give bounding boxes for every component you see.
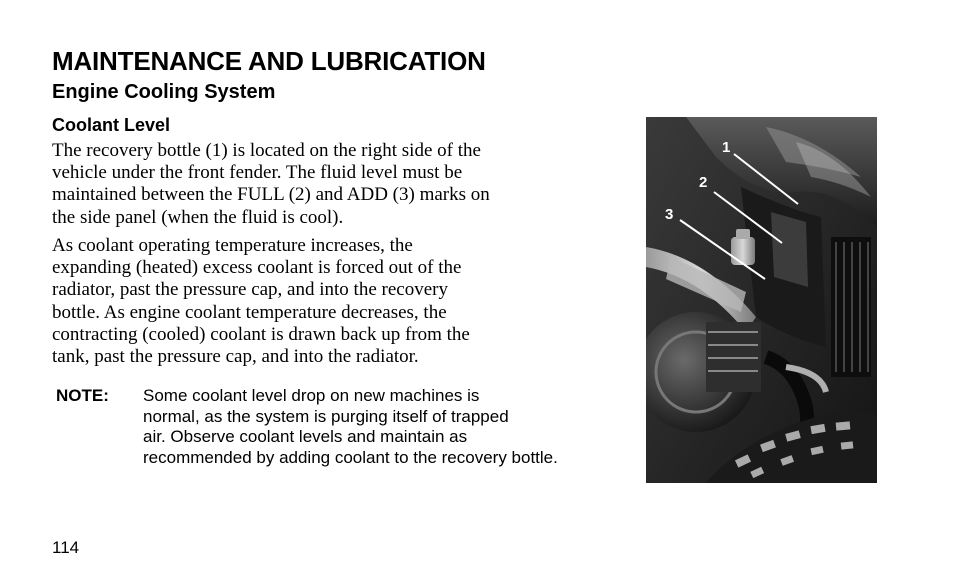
text-line: vehicle under the front fender. The fluid level must be [52,162,463,184]
text-line: the side panel (when the fluid is cool). [52,206,344,228]
note-line: recommended by adding coolant to the recovery bottle. [143,447,558,467]
text-line: The recovery bottle (1) is located on the right side of the [52,140,481,161]
note-line: Some coolant level drop on new machines is [143,386,480,405]
note-label: NOTE: [56,386,109,405]
text-line: contracting (cooled) coolant is drawn back up from the [52,323,470,345]
coolant-recovery-photo [646,117,877,483]
photo-illustration [646,117,877,483]
text-line: tank, past the pressure cap, and into the radiator. [52,346,419,368]
paragraph-coolant-expansion [52,235,592,368]
paragraph-recovery-bottle [52,140,592,229]
pressure-cap-top [736,229,750,239]
page-number: 114 [52,538,80,557]
note-line: air. Observe coolant levels and maintain as [143,427,468,446]
subsection-title: Coolant Level [52,115,171,135]
text-line: radiator, past the pressure cap, and into the recovery [52,279,448,301]
pressure-cap [731,237,755,265]
callout-number-2: 2 [699,174,708,191]
text-line: As coolant operating temperature increases, the [52,235,413,256]
text-line: maintained between the FULL (2) and ADD (3) marks on [52,184,490,206]
callout-number-3: 3 [665,206,674,223]
callout-number-1: 1 [722,139,731,156]
section-title: Engine Cooling System [52,81,276,103]
text-line: bottle. As engine coolant temperature decreases, the [52,301,447,323]
radiator-grill [831,237,871,377]
text-line: expanding (heated) excess coolant is forced out of the [52,257,462,279]
page-title: MAINTENANCE AND LUBRICATION [52,46,486,76]
recovery-bottle [771,212,808,287]
note-line: normal, as the system is purging itself of trapped [143,406,509,426]
note-body [143,386,663,468]
